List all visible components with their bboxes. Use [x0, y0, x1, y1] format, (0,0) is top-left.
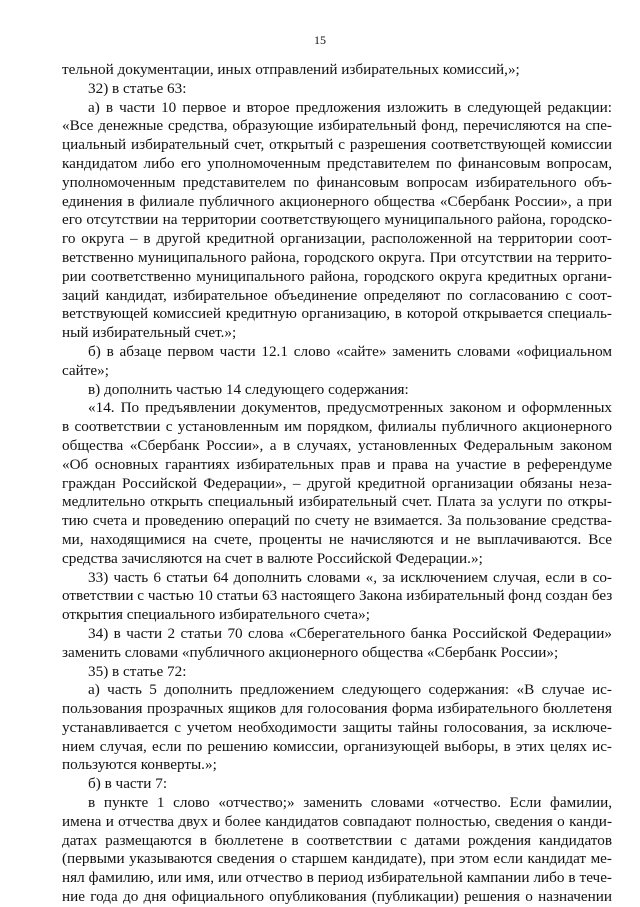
text-line: в пункте 1 слово «отчество;» заменить словами «отчество. Если фамилии,: [88, 794, 612, 812]
text-line: 33) часть 6 статьи 64 дополнить словами «, за исключением случая, если в со-: [88, 568, 612, 586]
text-line: единения в филиале публичного акционерного общества «Сбербанк России», а при: [62, 192, 612, 210]
text-line: имена и отчества двух и более кандидатов совпадают полностью, сведения о канди-: [62, 812, 612, 830]
text-line: ми, находящимися на счете, проценты не начисляются и не выплачиваются. Все: [62, 530, 612, 548]
text-line: в) дополнить частью 14 следующего содержания:: [88, 380, 409, 398]
text-line: граждан Российской Федерации», – другой кредитной организации обязаны неза-: [62, 474, 612, 492]
text-line: «Об основных гарантиях избирательных прав и права на участие в референдуме: [62, 455, 612, 473]
text-line: медлительно открыть специальный избирательный счет. Плата за услуги по откры-: [62, 493, 612, 511]
text-line: в соответствии с установленным им порядком, филиалы публичного акционерного: [62, 418, 612, 436]
text-line: средства зачисляются на счет в валюте Российской Федерации.»;: [62, 549, 483, 567]
text-line: а) в части 10 первое и второе предложения изложить в следующей редакции:: [88, 98, 612, 116]
text-line: заций кандидат, избирательное объединение определяют по согласованию с соот-: [62, 286, 612, 304]
text-line: б) в части 7:: [88, 775, 168, 793]
text-line: открытия специального избирательного счета»;: [62, 606, 370, 624]
text-line: уполномоченным представителем по финансовым вопросам избирательного объ-: [62, 173, 612, 191]
text-line: циальный избирательный счет, открытый с разрешения соответствующей комиссии: [62, 136, 612, 154]
text-line: «Все денежные средства, образующие избирательный фонд, перечисляются на спе-: [62, 117, 612, 135]
text-line: устанавливается с учетом необходимости защиты тайны голосования, за исключе-: [62, 718, 612, 736]
text-line: тию счета и проведению операций по счету не взимается. За пользование средства-: [62, 512, 612, 530]
text-line: «14. По предъявлении документов, предусмотренных законом и оформленных: [88, 399, 612, 417]
text-line: ответствии с частью 10 статьи 63 настоящего Закона избирательный фонд создан без: [62, 587, 613, 605]
text-line: нял фамилию, или имя, или отчество в период избирательной кампании либо в тече-: [62, 869, 612, 887]
text-line: ние года до дня официального опубликования (публикации) решения о назначении: [62, 888, 612, 906]
text-line: ный избирательный счет.»;: [62, 324, 237, 342]
text-line: а) часть 5 дополнить предложением следующего содержания: «В случае ис-: [88, 681, 612, 699]
text-line: (первыми указываются сведения о старшем кандидате), при этом если кандидат ме-: [62, 850, 612, 868]
text-line: общества «Сбербанк России», а в случаях, установленных Федеральным законом: [62, 436, 612, 454]
text-line: пользуются конверты.»;: [62, 756, 217, 774]
text-line: ветствующей комиссией кредитную организацию, в которой открывается специаль-: [62, 305, 612, 323]
text-line: пользования прозрачных ящиков для голосования форма избирательного бюллетеня: [62, 700, 612, 718]
text-line: заменить словами «публичного акционерного общества «Сбербанк России»;: [62, 643, 559, 661]
text-line: нием случая, если по решению комиссии, организующей выборы, в этих целях ис-: [62, 737, 612, 755]
text-line: ветственно муниципального района, городского округа. При отсутствии на террито-: [62, 248, 612, 266]
text-line: 34) в части 2 статьи 70 слова «Сберегательного банка Российской Федерации»: [88, 624, 612, 642]
text-line: датах размещаются в бюллетене в соответствии с датами рождения кандидатов: [62, 831, 612, 849]
text-line: б) в абзаце первом части 12.1 слово «сайте» заменить словами «официальном: [88, 342, 612, 360]
text-line: рии соответственно муниципального района, городского округа кредитных органи-: [62, 267, 612, 285]
document-body: [62, 61, 612, 907]
text-line: кандидатом либо его уполномоченным представителем по финансовым вопросам,: [62, 154, 612, 172]
page-number: 15: [314, 33, 326, 47]
text-line: сайте»;: [62, 361, 109, 379]
text-line: 35) в статье 72:: [88, 662, 187, 680]
text-line: тельной документации, иных отправлений избирательных комиссий,»;: [62, 61, 520, 78]
text-line: его отсутствии на территории соответствующего муниципального района, городско-: [62, 211, 612, 229]
text-line: го округа – в другой кредитной организации, расположенной на территории соот-: [62, 230, 612, 248]
text-line: 32) в статье 63:: [88, 79, 187, 97]
